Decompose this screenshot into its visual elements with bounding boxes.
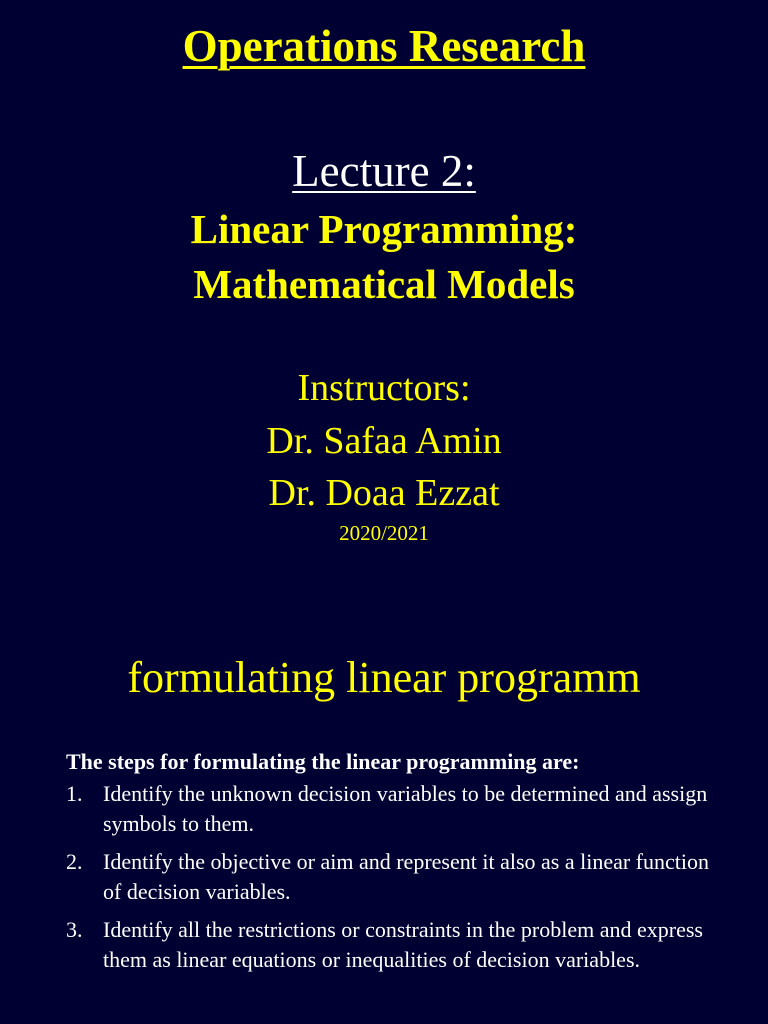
step-number: 2. bbox=[66, 849, 83, 874]
steps-block bbox=[66, 747, 726, 983]
step-number: 1. bbox=[66, 781, 83, 806]
lecture-label: Lecture 2: bbox=[292, 146, 476, 196]
step-number: 3. bbox=[66, 917, 83, 942]
step-text: Identify the objective or aim and represent it also as a linear function of decision variables. bbox=[103, 849, 709, 904]
topic-line-1: Linear Programming: bbox=[190, 206, 578, 252]
step-text: Identify the unknown decision variables to be determined and assign symbols to them. bbox=[103, 781, 708, 836]
list-item bbox=[66, 847, 726, 907]
slide-title: formulating linear programm bbox=[127, 653, 641, 702]
instructor-name: Dr. Doaa Ezzat bbox=[268, 472, 500, 514]
academic-year: 2020/2021 bbox=[339, 521, 429, 545]
instructor-name: Dr. Safaa Amin bbox=[266, 420, 502, 462]
instructors-label: Instructors: bbox=[297, 367, 471, 409]
list-item bbox=[66, 779, 726, 839]
steps-intro: The steps for formulating the linear programming are: bbox=[66, 749, 580, 774]
topic-line-2: Mathematical Models bbox=[193, 261, 575, 307]
list-item bbox=[66, 915, 726, 975]
content-slide bbox=[0, 585, 768, 1024]
step-text: Identify all the restrictions or constraints in the problem and express them as linear equations or inequalities of decision variables. bbox=[103, 917, 703, 972]
course-title: Operations Research bbox=[182, 21, 586, 71]
